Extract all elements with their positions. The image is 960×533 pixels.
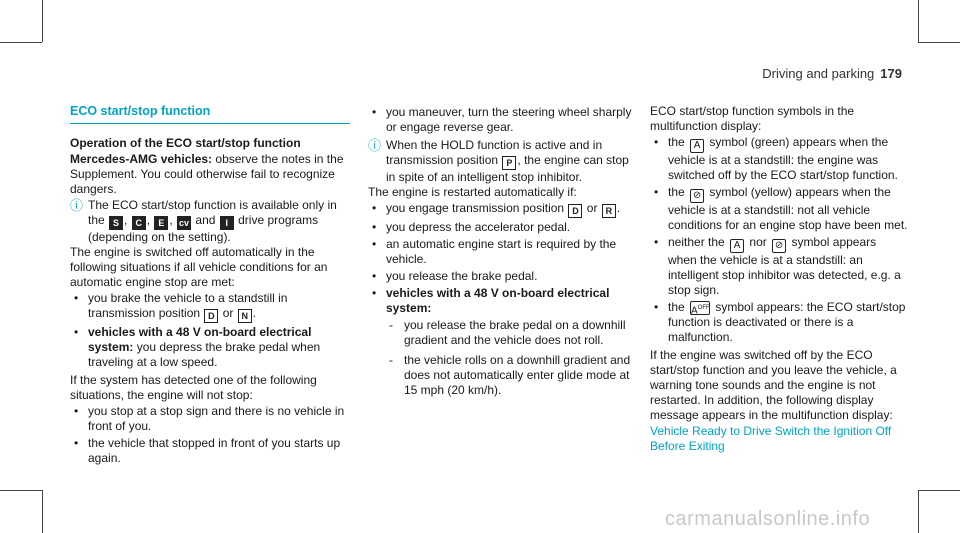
page-header <box>762 66 902 81</box>
crop-mark <box>918 490 960 491</box>
sub-list-item: - the vehicle rolls on a downhill gradient and does not automatically enter glide mode at 15 mph (20 km/h). <box>386 353 636 398</box>
page-number: 179 <box>880 66 902 81</box>
list-item: • you stop at a stop sign and there is no vehicle in front of you. <box>70 404 350 434</box>
list-item: • you engage transmission position D or R . <box>368 201 636 218</box>
list-item: • vehicles with a 48 V on-board electrical system: you depress the brake pedal when traveling at a low speed. <box>70 325 350 370</box>
sub-list <box>386 318 636 398</box>
program-c-key: C <box>132 216 146 230</box>
eco-inactive-icon: ⊘ <box>772 239 786 253</box>
program-s-key: S <box>109 216 123 230</box>
symbols-intro: ECO start/stop function symbols in the multifunction display: <box>650 104 855 133</box>
column-1 <box>70 104 350 469</box>
crop-mark <box>0 490 42 491</box>
crop-mark <box>918 490 919 533</box>
eco-inactive-icon: ⊘ <box>690 189 704 203</box>
header-title: Driving and parking <box>762 66 875 81</box>
symbols-list <box>650 135 908 345</box>
gear-p-key: P <box>502 156 516 170</box>
crop-mark <box>42 0 43 42</box>
list-item: • you release the brake pedal. <box>368 269 636 284</box>
restart-list <box>368 201 636 398</box>
list-item: • you maneuver, turn the steering wheel sharply or engage reverse gear. <box>368 105 636 135</box>
column-2 <box>368 104 636 403</box>
info-icon: ⓘ <box>368 138 382 153</box>
watermark: carmanualsonline.info <box>665 508 871 530</box>
note-hold: ⓘ When the HOLD function is active and in transmission position P , the engine can stop in spite of an intelligent stop inhibitor. <box>368 138 629 184</box>
auto-off-text: The engine is switched off automatically in the following situations if all vehicle conditions for an automatic engine stop are met: <box>70 245 328 289</box>
list-item: • the $A^{OFF}$ symbol appears: the ECO start/stop function is deactivated or there is a malfunction. <box>650 300 908 345</box>
crop-mark <box>918 0 919 42</box>
list-item: • you brake the vehicle to a standstill in transmission position D or N . <box>70 291 350 323</box>
sub-list-item: - you release the brake pedal on a downhill gradient and the vehicle does not roll. <box>386 318 636 348</box>
info-icon: ⓘ <box>70 198 84 213</box>
crop-mark <box>918 42 960 43</box>
list-item: • an automatic engine start is required by the vehicle. <box>368 237 636 267</box>
section-title: ECO start/stop function <box>70 104 350 124</box>
crop-mark <box>42 490 43 533</box>
operation-heading: Operation of the ECO start/stop function <box>70 136 301 150</box>
display-message: Vehicle Ready to Drive Switch the Ignition Off Before Exiting <box>650 424 892 453</box>
amg-paragraph: Mercedes-AMG vehicles: observe the notes in the Supplement. You could otherwise fail to recognize dangers. <box>70 152 344 196</box>
program-i-key: I <box>220 216 234 230</box>
program-cv-key: cv <box>179 218 190 228</box>
eco-active-icon: A <box>730 239 744 253</box>
continued-list <box>368 105 636 135</box>
crop-mark <box>0 42 42 43</box>
list-item: • the A symbol (green) appears when the vehicle is at a standstill: the engine was switched off by the ECO start/stop function. <box>650 135 908 183</box>
list-item: • you depress the accelerator pedal. <box>368 220 636 235</box>
note-programs: ⓘ The ECO start/stop function is available only in the S , C , E , cv and I drive programs (depending on the setting). <box>70 198 337 244</box>
column-3 <box>650 104 908 455</box>
gear-d-key: D <box>568 204 582 218</box>
auto-off-list <box>70 291 350 370</box>
gear-r-key: R <box>602 204 616 218</box>
eco-off-icon: $A^{OFF}$ <box>690 301 710 315</box>
not-stop-list <box>70 404 350 466</box>
list-item: • neither the A nor ⊘ symbol appears when the vehicle is at a standstill: an intelligent stop inhibitor was detected, e.g. a stop sign. <box>650 235 908 298</box>
program-e-key: E <box>154 216 168 230</box>
eco-active-icon: A <box>690 139 704 153</box>
list-item: • vehicles with a 48 V on-board electrical system: - you release the brake pedal on a downhill gradient and the vehicle does not roll. - the vehicle rolls on a downhill gradient and does not automatically enter glide mode at 15 mph (20 km/h). <box>368 286 636 398</box>
restart-text: The engine is restarted automatically if: <box>368 185 577 199</box>
not-stop-text: If the system has detected one of the following situations, the engine will not stop: <box>70 373 317 402</box>
engine-off-text: If the engine was switched off by the ECO start/stop function and you leave the vehicle, a warning tone sounds and the engine is not restarted. In addition, the following display message appears in the multifunction display: <box>650 348 897 422</box>
gear-d-key: D <box>204 309 218 323</box>
list-item: • the ⊘ symbol (yellow) appears when the vehicle is at a standstill: not all vehicle conditions for an engine stop have been met. <box>650 185 908 233</box>
list-item: • the vehicle that stopped in front of you starts up again. <box>70 436 350 466</box>
gear-n-key: N <box>238 309 252 323</box>
